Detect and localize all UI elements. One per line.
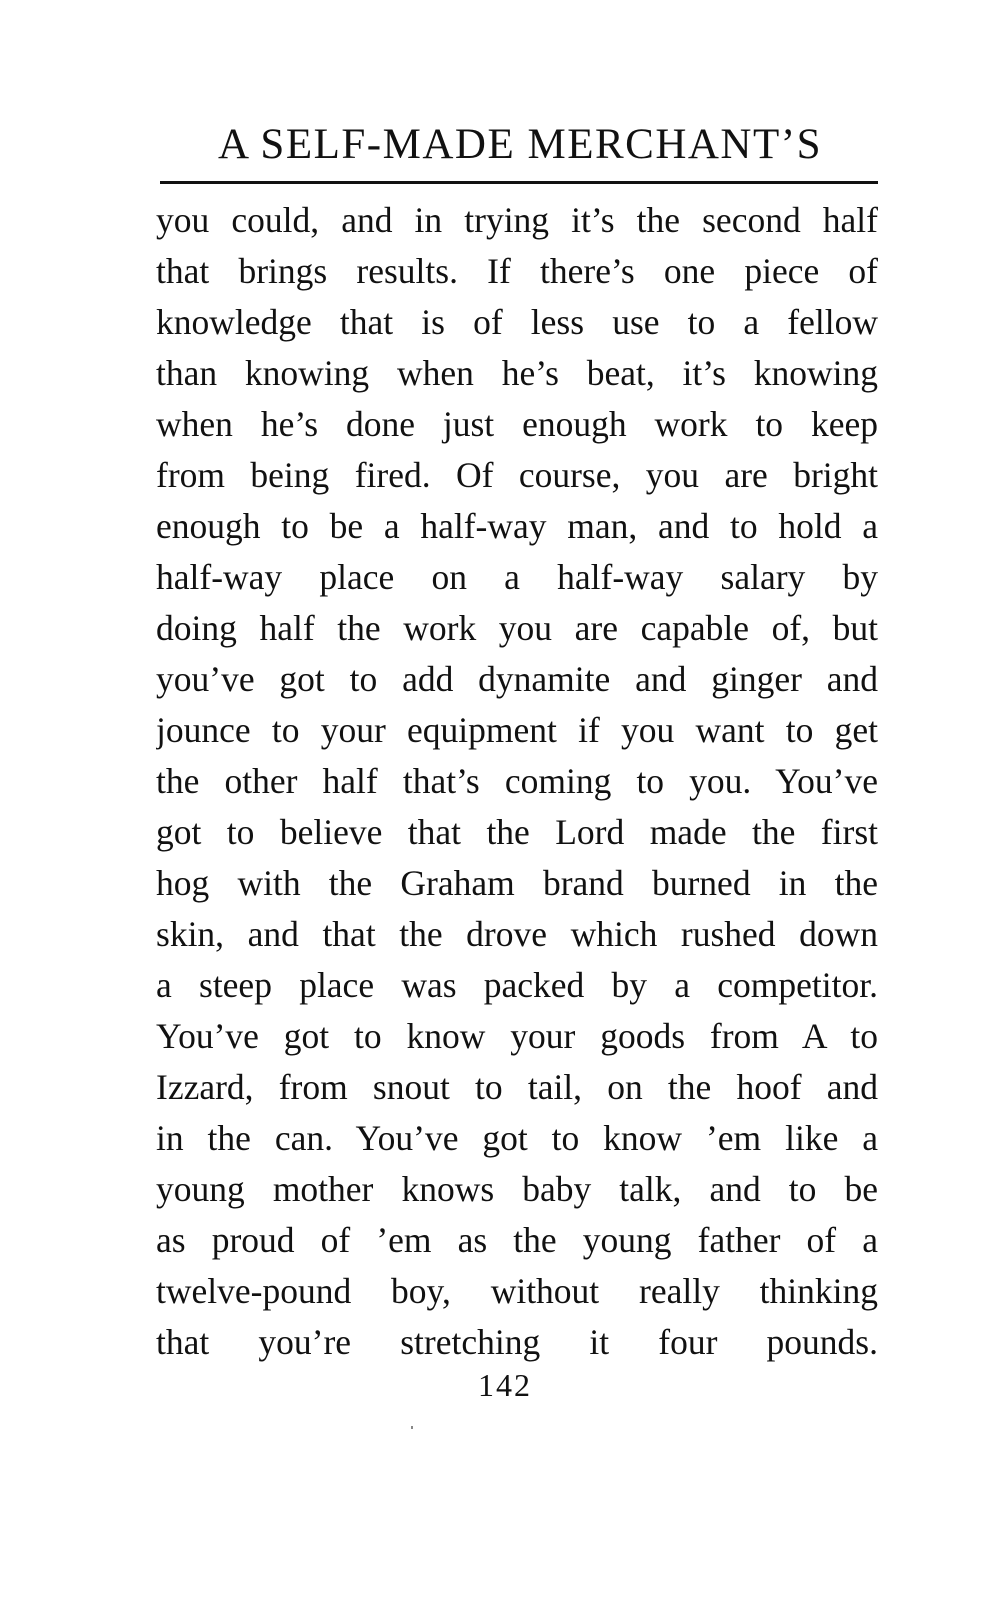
text-line: enough to be a half-way man, and to hold a — [156, 506, 878, 546]
print-speck — [411, 1426, 413, 1429]
text-line: twelve-pound boy, without really thinking — [156, 1271, 878, 1311]
page-number: 142 — [478, 1367, 532, 1403]
text-line: the other half that’s coming to you. You’ve — [156, 761, 878, 801]
text-line: skin, and that the drove which rushed down — [156, 914, 878, 954]
text-line: when he’s done just enough work to keep — [156, 404, 878, 444]
text-line: than knowing when he’s beat, it’s knowing — [156, 353, 878, 393]
text-line: half-way place on a half-way salary by — [156, 557, 878, 597]
text-line: from being fired. Of course, you are bright — [156, 455, 878, 495]
text-line: hog with the Graham brand burned in the — [156, 863, 878, 903]
text-line: as proud of ’em as the young father of a — [156, 1220, 878, 1260]
text-line: got to believe that the Lord made the first — [156, 812, 878, 852]
text-line: a steep place was packed by a competitor. — [156, 965, 878, 1005]
text-line: doing half the work you are capable of, but — [156, 608, 878, 648]
text-line: young mother knows baby talk, and to be — [156, 1169, 878, 1209]
text-line: in the can. You’ve got to know ’em like a — [156, 1118, 878, 1158]
body-text — [156, 195, 878, 1368]
header-rule — [160, 181, 878, 184]
text-line: you’ve got to add dynamite and ginger and — [156, 659, 878, 699]
text-line: Izzard, from snout to tail, on the hoof and — [156, 1067, 878, 1107]
text-line: that brings results. If there’s one piece of — [156, 251, 878, 291]
text-line: jounce to your equipment if you want to get — [156, 710, 878, 750]
text-line: you could, and in trying it’s the second half — [156, 200, 878, 240]
text-line: knowledge that is of less use to a fellow — [156, 302, 878, 342]
text-line: that you’re stretching it four pounds. — [156, 1322, 878, 1362]
running-head: A SELF-MADE MERCHANT’S — [218, 121, 822, 168]
text-line: You’ve got to know your goods from A to — [156, 1016, 878, 1056]
